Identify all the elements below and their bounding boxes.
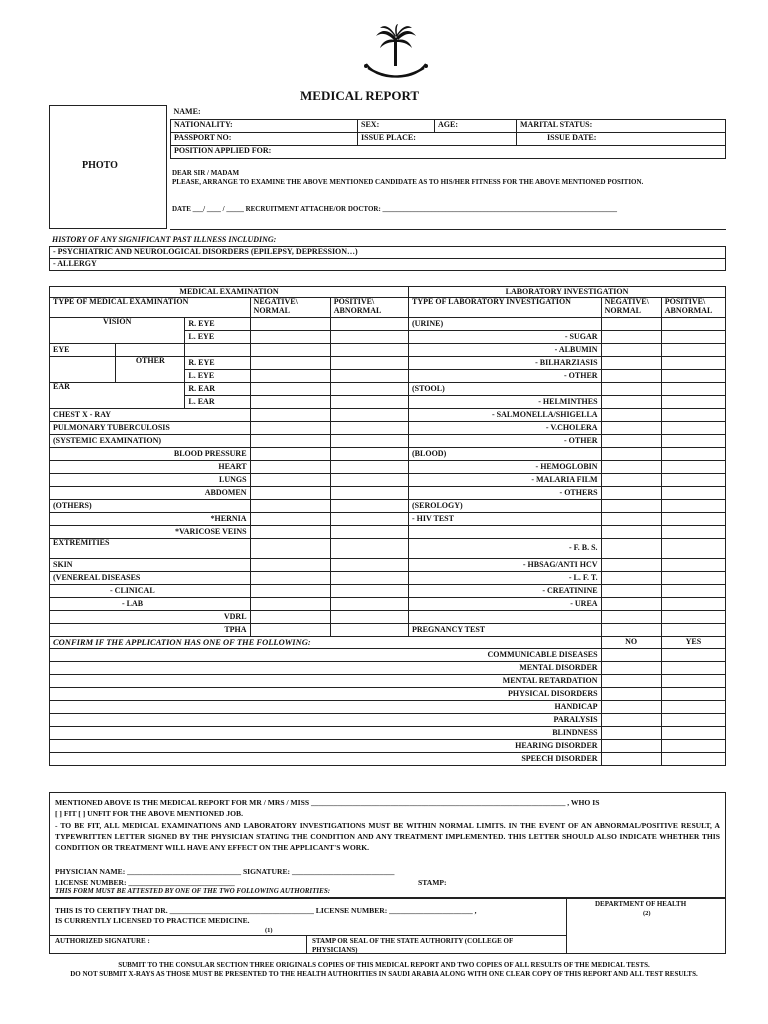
cell[interactable] [250, 559, 330, 572]
cell[interactable] [250, 572, 330, 585]
confirm-no-header: NO [601, 637, 661, 649]
cell[interactable] [601, 675, 661, 688]
cell[interactable] [661, 370, 725, 383]
chest-xray-label: CHEST X - RAY [50, 409, 251, 422]
cell[interactable] [661, 598, 725, 611]
cell[interactable] [601, 649, 661, 662]
cell[interactable] [601, 539, 661, 559]
tpha-label: TPHA [50, 624, 251, 637]
cell[interactable] [250, 318, 330, 331]
urine-label: (URINE) [409, 318, 602, 331]
cell[interactable] [601, 598, 661, 611]
letter-date-line[interactable]: DATE ___/ ____ / _____ RECRUITMENT ATTACHE/OR DOCTOR: ___________________________________________________________________ [172, 205, 618, 213]
blood-label: (BLOOD) [409, 448, 602, 461]
cholera-label: - V.CHOLERA [409, 422, 602, 435]
cell[interactable] [250, 526, 330, 539]
others-label: (OTHERS) [50, 500, 251, 513]
lungs-label: LUNGS [50, 474, 251, 487]
candidate-info-table [170, 106, 726, 159]
cell[interactable] [661, 701, 725, 714]
cell[interactable] [330, 344, 408, 357]
cell[interactable] [601, 357, 661, 370]
heart-label: HEART [50, 461, 251, 474]
hemoglobin-label: - HEMOGLOBIN [409, 461, 602, 474]
cell[interactable] [661, 585, 725, 598]
lab-label: - LAB [50, 598, 251, 611]
cell[interactable] [601, 624, 661, 637]
cell[interactable] [330, 448, 408, 461]
position-field[interactable]: POSITION APPLIED FOR: [171, 145, 726, 158]
extremities-label: EXTREMITIES [50, 539, 251, 559]
cell[interactable] [661, 487, 725, 500]
skin-label: SKIN [50, 559, 251, 572]
serology-label: (SEROLOGY) [409, 500, 602, 513]
nationality-field[interactable]: NATIONALITY: [171, 119, 358, 132]
cell[interactable] [661, 675, 725, 688]
l-eye-label: L. EYE [185, 331, 250, 344]
cell[interactable] [250, 539, 330, 559]
cell[interactable] [330, 396, 408, 409]
varicose-label: *VARICOSE VEINS [50, 526, 251, 539]
cell[interactable] [330, 539, 408, 559]
eye-label: EYE [50, 344, 116, 357]
cell[interactable] [601, 474, 661, 487]
albumin-label: - ALBUMIN [409, 344, 602, 357]
cell[interactable] [661, 331, 725, 344]
cell[interactable] [601, 461, 661, 474]
history-item-psychiatric[interactable]: - PSYCHIATRIC AND NEUROLOGICAL DISORDERS (EPILEPSY, DEPRESSION…) [50, 247, 726, 259]
r-eye-label: R. EYE [185, 357, 250, 370]
exam-lab-table [49, 286, 726, 766]
physician-line[interactable]: PHYSICIAN NAME: ______________________________ SIGNATURE: ___________________________ [55, 867, 395, 876]
confirm-item: PHYSICAL DISORDERS [50, 688, 602, 701]
confirm-item: MENTAL RETARDATION [50, 675, 602, 688]
cell[interactable] [330, 383, 408, 396]
certify-line2: IS CURRENTLY LICENSED TO PRACTICE MEDICINE. [55, 916, 250, 925]
stool-label: (STOOL) [409, 383, 602, 396]
cell[interactable] [661, 727, 725, 740]
cell[interactable] [250, 409, 330, 422]
cell[interactable] [330, 422, 408, 435]
footer-line1: SUBMIT TO THE CONSULAR SECTION THREE ORIGINALS COPIES OF THIS MEDICAL REPORT AND TWO COPIES OF ALL RESULTS OF THE MEDICAL TESTS. [118, 961, 650, 969]
bilharziasis-label: - BILHARZIASIS [409, 357, 602, 370]
lab-section-title: LABORATORY INVESTIGATION [409, 287, 726, 298]
cell[interactable] [661, 740, 725, 753]
cell[interactable] [250, 611, 330, 624]
cell[interactable] [250, 396, 330, 409]
helminthes-label: - HELMINTHES [409, 396, 602, 409]
cell[interactable] [661, 611, 725, 624]
stamp-seal-label: STAMP OR SEAL OF THE STATE AUTHORITY (COLLEGE OF PHYSICIANS) [312, 937, 513, 954]
cell[interactable] [250, 598, 330, 611]
cell[interactable] [661, 461, 725, 474]
cell[interactable] [250, 344, 330, 357]
exam-col-positive: POSITIVE\ ABNORMAL [330, 298, 408, 318]
venereal-label: (VENEREAL DISEASES [50, 572, 251, 585]
cell[interactable] [661, 409, 725, 422]
cell[interactable] [661, 474, 725, 487]
cell[interactable] [661, 714, 725, 727]
letter-greeting: DEAR SIR / MADAM [172, 169, 240, 177]
cell[interactable] [250, 383, 330, 396]
letter-request: PLEASE, ARRANGE TO EXAMINE THE ABOVE MENTIONED CANDIDATE AS TO HIS/HER FITNESS FOR THE ABOVE MENTIONED POSITION. [172, 178, 644, 186]
cell[interactable] [601, 370, 661, 383]
dept-health-box [566, 898, 726, 954]
cell[interactable] [601, 585, 661, 598]
cell [50, 357, 116, 370]
clinical-label: - CLINICAL [50, 585, 251, 598]
certify-box [49, 898, 567, 954]
cell [185, 344, 250, 357]
lft-label: - L. F. T. [409, 572, 602, 585]
palm-swords-emblem [360, 24, 432, 86]
cell[interactable] [601, 526, 661, 539]
attest-note: THIS FORM MUST BE ATTESTED BY ONE OF THE TWO FOLLOWING AUTHORITIES: [55, 887, 331, 895]
cell[interactable] [250, 435, 330, 448]
name-field[interactable]: NAME: [171, 106, 726, 119]
cell[interactable] [601, 344, 661, 357]
cell[interactable] [661, 383, 725, 396]
authorized-signature-label: AUTHORIZED SIGNATURE : [55, 937, 150, 945]
photo-label: PHOTO [82, 160, 118, 171]
sex-field[interactable]: SEX: [358, 119, 435, 132]
vdrl-label: VDRL [50, 611, 251, 624]
cell[interactable] [601, 500, 661, 513]
history-heading: HISTORY OF ANY SIGNIFICANT PAST ILLNESS INCLUDING: [52, 235, 277, 244]
cell[interactable] [661, 422, 725, 435]
cell[interactable] [661, 435, 725, 448]
cell[interactable] [250, 474, 330, 487]
certify-line1[interactable]: THIS IS TO CERTIFY THAT DR. ______________________________________ LICENSE NUMBER: ______________________ , [55, 906, 477, 915]
sugar-label: - SUGAR [409, 331, 602, 344]
lab-col-positive: POSITIVE\ ABNORMAL [661, 298, 725, 318]
cell[interactable] [661, 513, 725, 526]
cell[interactable] [661, 662, 725, 675]
cell[interactable] [601, 740, 661, 753]
cell[interactable] [330, 474, 408, 487]
cell[interactable] [330, 435, 408, 448]
cell[interactable] [601, 487, 661, 500]
cell[interactable] [330, 461, 408, 474]
cell[interactable] [601, 611, 661, 624]
page-title: MEDICAL REPORT [300, 88, 420, 103]
malaria-label: - MALARIA FILM [409, 474, 602, 487]
cell[interactable] [330, 370, 408, 383]
issue-place-field[interactable]: ISSUE PLACE: [358, 132, 517, 145]
confirm-item: BLINDNESS [50, 727, 602, 740]
cell[interactable] [250, 500, 330, 513]
confirm-item: HANDICAP [50, 701, 602, 714]
cell[interactable] [330, 513, 408, 526]
blood-pressure-label: BLOOD PRESSURE [50, 448, 251, 461]
cell[interactable] [250, 461, 330, 474]
cell[interactable] [601, 662, 661, 675]
cell[interactable] [601, 513, 661, 526]
exam-section-title: MEDICAL EXAMINATION [50, 287, 409, 298]
passport-field[interactable]: PASSPORT NO: [171, 132, 358, 145]
cell[interactable] [661, 357, 725, 370]
cell[interactable] [661, 624, 725, 637]
cell[interactable] [601, 331, 661, 344]
cell[interactable] [601, 409, 661, 422]
authority-number-1: (1) [265, 927, 273, 934]
dept-health-label: DEPARTMENT OF HEALTH [595, 900, 687, 908]
cell[interactable] [661, 753, 725, 766]
history-item-allergy[interactable]: - ALLERGY [50, 259, 726, 271]
cell[interactable] [601, 559, 661, 572]
confirm-heading: CONFIRM IF THE APPLICATION HAS ONE OF THE FOLLOWING: [50, 637, 602, 649]
l-eye-label: L. EYE [185, 370, 250, 383]
certify-vdivider [306, 935, 307, 954]
cell[interactable] [330, 500, 408, 513]
letter-bottom-line [170, 229, 726, 230]
cell[interactable] [330, 598, 408, 611]
hernia-label: *HERNIA [50, 513, 251, 526]
lab-col-negative: NEGATIVE\ NORMAL [601, 298, 661, 318]
cell [50, 370, 116, 383]
cell[interactable] [601, 383, 661, 396]
confirm-item: MENTAL DISORDER [50, 662, 602, 675]
abdomen-label: ABDOMEN [50, 487, 251, 500]
stamp-label: STAMP: [418, 878, 447, 887]
cell[interactable] [330, 585, 408, 598]
cell[interactable] [601, 318, 661, 331]
cell[interactable] [330, 572, 408, 585]
photo-box [49, 105, 167, 229]
creatinine-label: - CREATININE [409, 585, 602, 598]
l-ear-label: L. EAR [185, 396, 250, 409]
confirm-item: SPEECH DISORDER [50, 753, 602, 766]
cell[interactable] [330, 318, 408, 331]
cell[interactable] [330, 357, 408, 370]
cell[interactable] [661, 688, 725, 701]
cell[interactable] [601, 714, 661, 727]
cell[interactable] [330, 331, 408, 344]
statement-line1[interactable]: MENTIONED ABOVE IS THE MEDICAL REPORT FOR MR / MRS / MISS ___________________________________________________________________ , WHO IS [55, 798, 600, 807]
fit-unfit-line[interactable]: [ ] FIT [ ] UNFIT FOR THE ABOVE MENTIONED JOB. [55, 809, 243, 818]
cell[interactable] [330, 487, 408, 500]
footer-line2: DO NOT SUBMIT X-RAYS AS THOSE MUST BE PRESENTED TO THE HEALTH AUTHORITIES IN SAUDI ARABIA ALONG WITH ONE CLEAR COPY OF THIS REPORT AND ALL TEST RESULTS. [70, 970, 698, 978]
hbsag-label: - HBSAG/ANTI HCV [409, 559, 602, 572]
cell[interactable] [601, 727, 661, 740]
cell[interactable] [661, 572, 725, 585]
exam-col-type: TYPE OF MEDICAL EXAMINATION [50, 298, 251, 318]
confirm-yes-header: YES [661, 637, 725, 649]
cell[interactable] [250, 357, 330, 370]
cell[interactable] [601, 448, 661, 461]
cell[interactable] [661, 500, 725, 513]
pregnancy-label: PREGNANCY TEST [409, 624, 602, 637]
cell[interactable] [330, 409, 408, 422]
blood-others-label: - OTHERS [409, 487, 602, 500]
cell[interactable] [250, 331, 330, 344]
cell[interactable] [601, 396, 661, 409]
confirm-item: COMMUNICABLE DISEASES [50, 649, 602, 662]
cell[interactable] [330, 611, 408, 624]
statement-box [49, 792, 726, 898]
salmonella-label: - SALMONELLA/SHIGELLA [409, 409, 602, 422]
cell[interactable] [330, 624, 408, 637]
authority-number-2: (2) [643, 910, 651, 917]
cell [116, 344, 185, 357]
cell[interactable] [601, 688, 661, 701]
cell[interactable] [250, 370, 330, 383]
r-ear-label: R. EAR [185, 383, 250, 396]
urine-other-label: - OTHER [409, 370, 602, 383]
license-line[interactable]: LICENSE NUMBER: ____________________________ [55, 878, 235, 887]
cell[interactable] [661, 559, 725, 572]
other-label: OTHER [116, 357, 185, 383]
cell [409, 526, 602, 539]
cell[interactable] [661, 539, 725, 559]
cell[interactable] [601, 572, 661, 585]
cell[interactable] [661, 526, 725, 539]
cell[interactable] [601, 435, 661, 448]
urea-label: - UREA [409, 598, 602, 611]
cell[interactable] [661, 318, 725, 331]
cell[interactable] [601, 753, 661, 766]
cell[interactable] [601, 422, 661, 435]
cell[interactable] [330, 526, 408, 539]
age-field[interactable]: AGE: [435, 119, 517, 132]
cell[interactable] [250, 448, 330, 461]
cell[interactable] [661, 649, 725, 662]
systemic-label: (SYSTEMIC EXAMINATION) [50, 435, 251, 448]
fit-rules-text: - TO BE FIT, ALL MEDICAL EXAMINATIONS AND LABORATORY INVESTIGATIONS MUST BE WITHIN NORMAL LIMITS. IN THE EVENT OF AN ABNORMAL/POSITIVE RESULT, A TYPEWRITTEN LETTER SIGNED BY THE PHYSICIAN STATING THE CONDITION AND ANY TREATMENT IMPLEMENTED. THIS LETTER SHOULD ALSO INDICATE WHETHER THIS CONDITION OR TREATMENT WILL HAVE ANY EFFECT ON THE APPLICANT'S WORK. [55, 821, 720, 852]
confirm-item: HEARING DISORDER [50, 740, 602, 753]
cell[interactable] [250, 422, 330, 435]
history-table [49, 246, 726, 271]
ear-label: EAR [50, 383, 185, 409]
cell[interactable] [601, 701, 661, 714]
pulmonary-label: PULMONARY TUBERCULOSIS [50, 422, 251, 435]
cell[interactable] [661, 344, 725, 357]
cell[interactable] [250, 624, 330, 637]
marital-status-field[interactable]: MARITAL STATUS: [517, 119, 726, 132]
lab-col-type: TYPE OF LABORATORY INVESTIGATION [409, 298, 602, 318]
issue-date-field[interactable]: ISSUE DATE: [517, 132, 726, 145]
cell[interactable] [661, 396, 725, 409]
cell[interactable] [661, 448, 725, 461]
cell[interactable] [250, 513, 330, 526]
hiv-label: - HIV TEST [409, 513, 602, 526]
cell [409, 611, 602, 624]
stool-other-label: - OTHER [409, 435, 602, 448]
cell[interactable] [330, 559, 408, 572]
cell[interactable] [250, 585, 330, 598]
exam-col-negative: NEGATIVE\ NORMAL [250, 298, 330, 318]
r-eye-label: R. EYE [185, 318, 250, 331]
confirm-item: PARALYSIS [50, 714, 602, 727]
vision-label: VISION [50, 318, 185, 344]
cell[interactable] [250, 487, 330, 500]
fbs-label: - F. B. S. [409, 539, 602, 559]
certify-divider [50, 935, 566, 936]
